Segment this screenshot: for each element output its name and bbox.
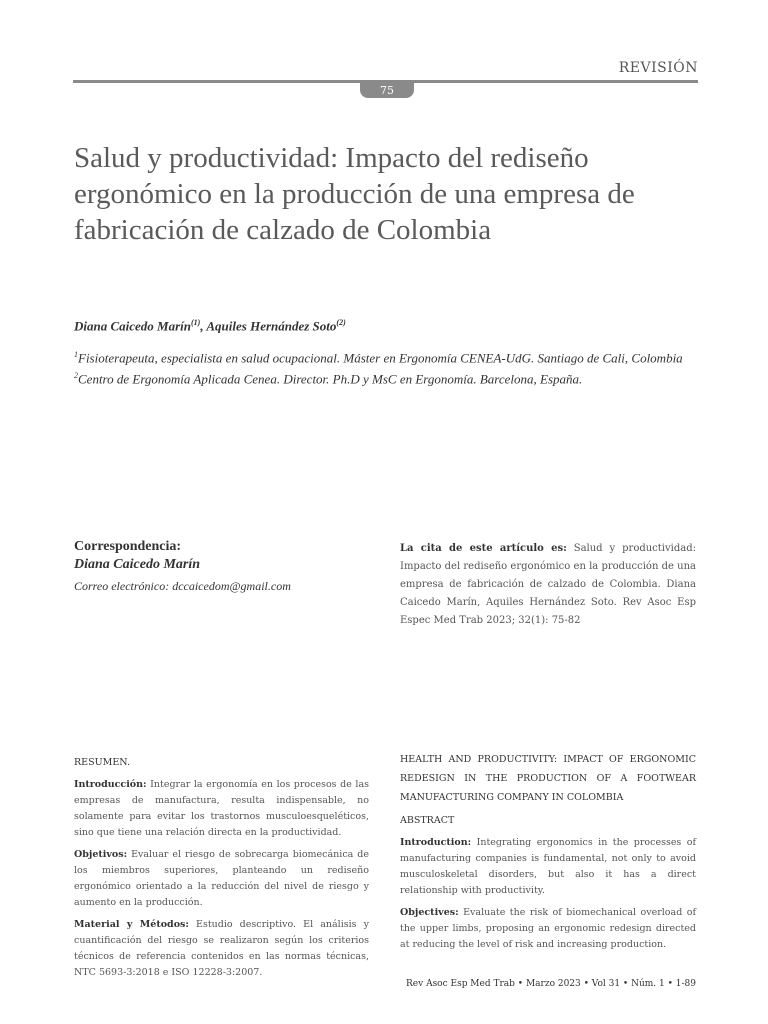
resumen-heading: RESUMEN. — [74, 757, 130, 768]
abstract-objectives: Objectives: Evaluate the risk of biomechanical overload of the upper limbs, proposing an ergonomic redesign directed at reducing the level of risk and increasing production. — [400, 907, 696, 950]
author-2-affiliation-marker: (2) — [336, 318, 346, 327]
correspondence-block — [74, 539, 291, 594]
author-separator: , — [200, 318, 207, 334]
correspondence-email: Correo electrónico: dccaicedom@gmail.com — [74, 579, 291, 593]
abstract-introduction: Introduction: Integrating ergonomics in the processes of manufacturing companies is fundamental, not only to avoid musculoskeletal disorders, but also it has a direct relationship with productivity. — [400, 837, 696, 896]
abstract-heading: ABSTRACT — [400, 815, 455, 826]
abstract-column — [400, 750, 696, 959]
affiliation-1: $^1$Fisioterapeuta, especialista en salud ocupacional. Máster en Ergonomía CENEA-UdG. Santiago de Cali, Colombia — [74, 350, 683, 366]
resumen-introduccion: Introducción: Integrar la ergonomía en los procesos de las empresas de manufactura, resulta indispensable, no solamente para evitar los trastornos musculoesqueléticos, sino que tiene una relación directa en la productividad. — [74, 779, 369, 838]
journal-footer: Rev Asoc Esp Med Trab • Marzo 2023 • Vol 31 • Núm. 1 • 1-89 — [406, 979, 696, 989]
citation-block — [400, 540, 696, 630]
author-1-affiliation-marker: (1) — [191, 318, 201, 327]
author-2-name: Aquiles Hernández Soto — [206, 318, 337, 334]
page-number-badge: 75 — [360, 83, 414, 98]
citation-label: La cita de este artículo es: — [400, 543, 567, 554]
citation-text: Salud y productividad: Impacto del rediseño ergonómico en la producción de una empresa de fabricación de calzado de Colombia. Diana Caicedo Marín, Aquiles Hernández Soto. Rev Asoc Esp Espec Med Trab 2023; 32(1): 75-82 — [400, 543, 696, 626]
affiliations — [74, 346, 714, 389]
affiliation-2: $^2$Centro de Ergonomía Aplicada Cenea. Director. Ph.D y MsC en Ergonomía. Barcelona, España. — [74, 371, 583, 387]
resumen-material-metodos: Material y Métodos: Estudio descriptivo. El análisis y cuantificación del riesgo se realizaron según los criterios técnicos de referencia contenidos en las normas técnicas, NTC 5693-3:2018 e ISO 12228-3:2007. — [74, 919, 369, 978]
author-1-name: Diana Caicedo Marín — [74, 318, 192, 334]
english-title: HEALTH AND PRODUCTIVITY: IMPACT OF ERGONOMIC REDESIGN IN THE PRODUCTION OF A FOOTWEAR MANUFACTURING COMPANY IN COLOMBIA — [400, 754, 696, 803]
section-label: REVISIÓN — [618, 60, 698, 76]
correspondence-heading: Correspondencia: — [74, 539, 182, 554]
article-title: Salud y productividad: Impacto del rediseño ergonómico en la producción de una empresa de fabricación de calzado de Colombia — [74, 142, 635, 246]
resumen-column — [74, 755, 369, 987]
resumen-objetivos: Objetivos: Evaluar el riesgo de sobrecarga biomecánica de los miembros superiores, planteando un rediseño ergonómico orientado a la reducción del nivel de riesgo y aumento en la producción. — [74, 849, 369, 908]
correspondence-name: Diana Caicedo Marín — [74, 557, 201, 572]
author-line — [74, 318, 346, 334]
